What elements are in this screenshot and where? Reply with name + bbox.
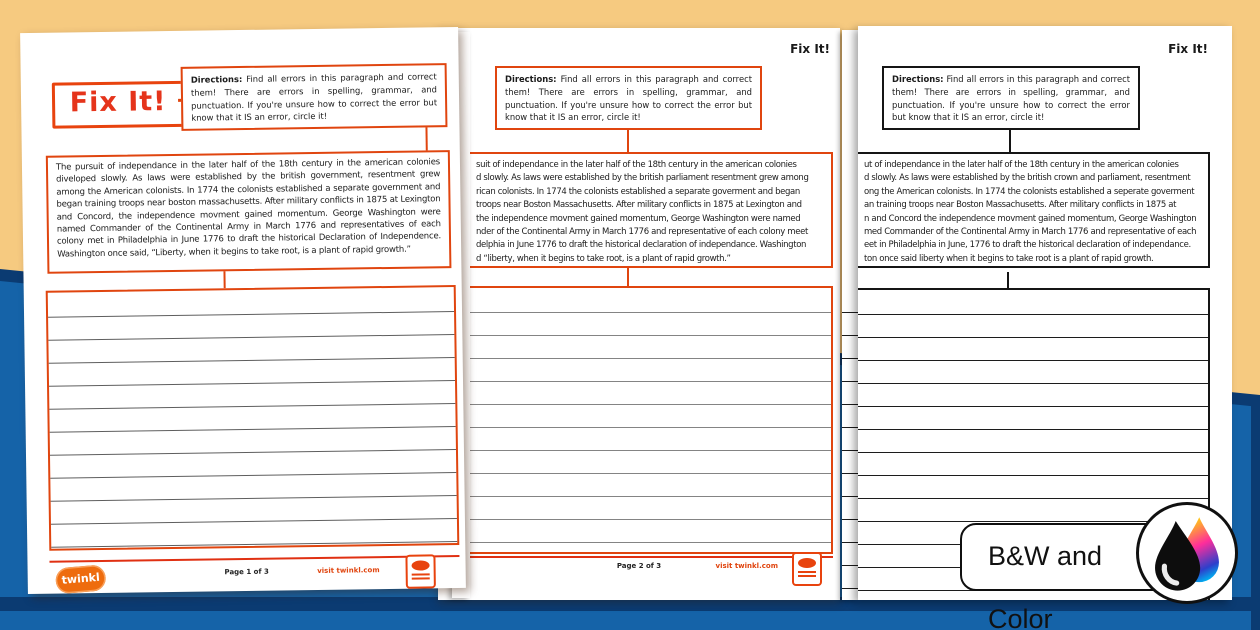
fix-it-title-box [52,81,185,129]
writing-lines-box [46,285,460,551]
ruled-line [454,427,831,428]
connector-line [1009,130,1011,152]
ruled-line [842,404,858,405]
ruled-line [51,541,457,548]
directions-label: Directions: [505,74,557,84]
background-right-edge [1251,400,1260,630]
connector-line [627,130,629,152]
ink-drops-icon [1136,502,1238,604]
paragraph-line: ong the American colonists. In 1774 the colonists established a seperate goverment [864,186,1195,197]
visit-link: visit twinkl.com [317,566,380,575]
connector-line [223,271,225,288]
ruled-line [858,360,1208,361]
ruled-line [51,495,457,502]
ruled-line [49,357,455,364]
ruled-line [50,426,456,433]
paragraph-line: the independence movment gained momentum, George Washington were named [476,213,801,224]
ruled-line [48,334,454,341]
paragraph-line: nder of the Continental Army in March 1776 and representative of each colony meet [476,227,808,238]
ruled-line [858,498,1208,499]
paragraph-line: ut of independance in the later half of the 18th century in the american colonies [864,160,1179,170]
ruled-line [858,337,1208,338]
page-title: Fix It! [1168,42,1208,56]
ruled-line [454,473,831,474]
ruled-line [858,383,1208,384]
paragraph-box [858,152,1210,268]
ruled-line [842,588,858,589]
paragraph-line: ton once said liberty when it begins to take root is a plant of rapid growth. [864,253,1154,264]
connector-line [425,127,427,151]
directions-label: Directions: [892,74,944,84]
footer-rule [49,555,459,563]
paragraph-line: an training troops near Boston Massachusetts. After military conflicts in 1875 at [864,200,1177,211]
worksheet-page-2 [438,28,840,600]
worksheet-page-1 [20,27,466,594]
ruled-line [858,475,1208,476]
ruled-line [454,335,831,336]
ruled-line [50,449,456,456]
paragraph-line: eet in Philadelphia in June, 1776 to draft the historical declaration of independance. [864,240,1191,251]
ruled-line [454,404,831,405]
ruled-line [842,473,858,474]
paragraph-line: suit of independance in the later half of the 18th century in the american colonies [476,160,797,170]
paragraph-line: n and Concord the independence movment gained momentum, George Washington [864,213,1197,224]
ruled-line [842,542,858,543]
ruled-line [858,452,1208,453]
twinkl-stamp-icon [405,554,435,588]
ruled-line [842,312,858,313]
ruled-line [49,403,455,410]
paragraph-line: med Commander of the Continental Army in March 1776 and representative of each [864,227,1197,238]
ruled-line [858,406,1208,407]
badge-label: B&W and Color [988,541,1103,630]
ruled-line [842,427,858,428]
paragraph-line: d “liberty, when it begins to take root, is a plant of rapid growth.” [476,253,731,264]
paragraph-text: The pursuit of independance in the later half of the 18th century in the american colonies diveloped slowly. As laws were established by the british government, resentment grew among the American colonists. In 1774 the colonists established a separate government and began training troops near boston massachusetts. After military conflicts in 1875 at Lexington and Concord, the independence movment gained momentum. George Washington were named Commander of the Continental Army in March 1776 and representatives of each colony met in Philadelphia in June 1776 to draft the historical Declaration of Independence. Washington once said, “Liberty, when it begins to take root, is a plant of rapid growth.” [55,157,442,260]
directions-box [181,63,448,131]
directions-box [495,66,762,130]
ruled-line [454,381,831,382]
fix-it-title: Fix It! [69,86,167,119]
ruled-line [842,519,858,520]
writing-lines-box [452,286,833,554]
directions-text: Find all errors in this paragraph and correct them! There are errors in spelling, grammar, and punctuation. If you're unsure how to correct the error but know that it IS an error, circle it! [892,74,1130,123]
page-title: Fix It! [790,42,830,56]
connector-line [1007,272,1009,288]
ruled-line [454,312,831,313]
paragraph-line: delphia in June 1776 to draft the historical declaration of independance. Washington [476,240,807,251]
paragraph-line: d slowly. As laws were established by the british crown and parliament, resentment [864,173,1191,184]
ruled-line [858,429,1208,430]
directions-box [882,66,1140,130]
ruled-line [454,358,831,359]
directions-text: Find all errors in this paragraph and correct them! There are errors in spelling, grammar, and punctuation. If you're unsure how to correct the error but know that it IS an error, circle it! [190,71,438,124]
ruled-line [454,496,831,497]
paragraph-line: rican colonists. In 1774 the colonists established a separate goverment and began [476,186,800,197]
visit-link: visit twinkl.com [715,562,778,570]
ruled-line [454,450,831,451]
ruled-line [454,519,831,520]
under-sheet-edge [842,30,858,600]
ruled-line [858,314,1208,315]
ruled-line [842,450,858,451]
ruled-line [842,565,858,566]
twinkl-logo: twinkl [55,564,107,594]
page-number: Page 1 of 3 [224,567,269,577]
twinkl-stamp-icon [792,552,822,586]
paragraph-line: d slowly. As laws were established by the british parliament resentment grew among [476,173,809,184]
ruled-line [842,496,858,497]
paragraph-line: troops near Boston Massachusetts. After military conflicts in 1875 at Lexington and [476,200,802,211]
ruled-line [842,335,858,336]
directions-text: Find all errors in this paragraph and correct them! There are errors in spelling, grammar, and punctuation. If you're unsure how to correct the error but know that it IS an error, circle it! [505,74,752,123]
directions-label: Directions: [190,73,243,85]
footer-rule [452,556,833,558]
ruled-line [842,358,858,359]
paragraph-box [452,152,833,268]
paragraph-box [46,150,452,274]
page-number: Page 2 of 3 [616,562,662,570]
ruled-line [50,472,456,479]
ruled-line [51,518,457,525]
ruled-line [49,380,455,387]
connector-line [627,268,629,286]
ruled-line [842,381,858,382]
ruled-line [454,542,831,543]
ruled-line [48,311,454,318]
